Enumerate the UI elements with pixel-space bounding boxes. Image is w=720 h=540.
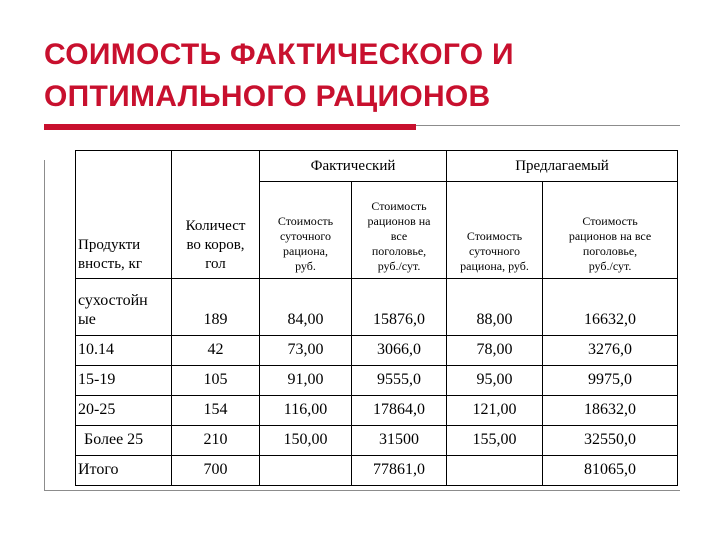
decorative-bottom-rule — [44, 490, 680, 491]
title-divider-accent — [44, 124, 416, 130]
header-productivity — [76, 182, 172, 279]
title-line-2: ОПТИМАЛЬНОГО РАЦИОНОВ — [44, 80, 491, 113]
row-label: 10.14 — [76, 335, 172, 365]
actual-daily-cell: 150,00 — [260, 425, 352, 455]
proposed-total-cell: 81065,0 — [543, 455, 678, 485]
actual-total-cell: 77861,0 — [352, 455, 447, 485]
header-productivity-line1: Продукти — [78, 236, 141, 253]
table-row — [76, 365, 678, 395]
header-cow-count-line3: гол — [205, 255, 226, 272]
table-row-total — [76, 455, 678, 485]
header-proposed-daily-cost — [447, 182, 543, 279]
column-header-row — [76, 182, 678, 279]
header-actual-total-cost — [352, 182, 447, 279]
actual-total-cell: 15876,0 — [352, 278, 447, 335]
proposed-daily-cell: 155,00 — [447, 425, 543, 455]
header-cow-count-line1: Количест — [185, 217, 246, 234]
row-label: 20-25 — [76, 395, 172, 425]
actual-total-cell: 9555,0 — [352, 365, 447, 395]
header-text: Стоимость — [582, 213, 638, 228]
group-header-row — [76, 151, 678, 182]
actual-daily-cell — [260, 455, 352, 485]
decorative-left-rule — [44, 160, 45, 490]
table-row — [76, 335, 678, 365]
proposed-daily-cell — [447, 455, 543, 485]
header-productivity-line2: вность, кг — [78, 255, 142, 272]
cow-count-cell: 189 — [172, 278, 260, 335]
cow-count-cell: 42 — [172, 335, 260, 365]
proposed-daily-cell: 121,00 — [447, 395, 543, 425]
header-text: рационов на все — [568, 228, 652, 243]
proposed-daily-cell: 88,00 — [447, 278, 543, 335]
row-label: Более 25 — [76, 425, 172, 455]
cow-count-cell: 210 — [172, 425, 260, 455]
proposed-total-cell: 16632,0 — [543, 278, 678, 335]
header-text: рациона, — [283, 243, 328, 258]
row-label-line2: ые — [78, 310, 96, 328]
row-label — [76, 278, 172, 335]
cow-count-cell: 154 — [172, 395, 260, 425]
header-text: руб./сут. — [377, 258, 421, 273]
header-text: суточного — [469, 243, 521, 258]
header-cow-count — [172, 182, 260, 279]
title-line-1: СОИМОСТЬ ФАКТИЧЕСКОГО И — [44, 38, 514, 71]
proposed-daily-cell: 78,00 — [447, 335, 543, 365]
header-actual-daily-cost — [260, 182, 352, 279]
header-text: поголовье, — [371, 243, 427, 258]
actual-total-cell: 3066,0 — [352, 335, 447, 365]
proposed-total-cell: 9975,0 — [543, 365, 678, 395]
actual-total-cell: 17864,0 — [352, 395, 447, 425]
header-empty-2 — [172, 151, 260, 182]
table-row — [76, 425, 678, 455]
header-text: суточного — [279, 228, 332, 243]
header-text: руб./сут. — [588, 258, 632, 273]
header-text: руб. — [295, 258, 316, 273]
actual-daily-cell: 84,00 — [260, 278, 352, 335]
row-label: Итого — [76, 455, 172, 485]
proposed-daily-cell: 95,00 — [447, 365, 543, 395]
group-header-actual: Фактический — [260, 151, 447, 182]
actual-daily-cell: 116,00 — [260, 395, 352, 425]
header-text: рационов на — [367, 213, 431, 228]
header-text: все — [390, 228, 408, 243]
slide-title — [44, 34, 704, 118]
actual-daily-cell: 73,00 — [260, 335, 352, 365]
header-text: рациона, руб. — [460, 258, 529, 273]
proposed-total-cell: 32550,0 — [543, 425, 678, 455]
header-text: поголовье, — [582, 243, 638, 258]
cow-count-cell: 105 — [172, 365, 260, 395]
proposed-total-cell: 3276,0 — [543, 335, 678, 365]
row-label-line1: сухостойн — [78, 291, 148, 309]
group-header-proposed: Предлагаемый — [447, 151, 678, 182]
cow-count-cell: 700 — [172, 455, 260, 485]
header-text: Стоимость — [371, 198, 427, 213]
table-row — [76, 395, 678, 425]
header-text: Стоимость — [277, 213, 334, 228]
proposed-total-cell: 18632,0 — [543, 395, 678, 425]
actual-total-cell: 31500 — [352, 425, 447, 455]
header-empty-1 — [76, 151, 172, 182]
actual-daily-cell: 91,00 — [260, 365, 352, 395]
header-text: Стоимость — [466, 228, 523, 243]
header-cow-count-line2: во коров, — [186, 236, 245, 253]
table-row — [76, 278, 678, 335]
header-proposed-total-cost — [543, 182, 678, 279]
row-label: 15-19 — [76, 365, 172, 395]
ration-cost-table — [75, 150, 678, 486]
